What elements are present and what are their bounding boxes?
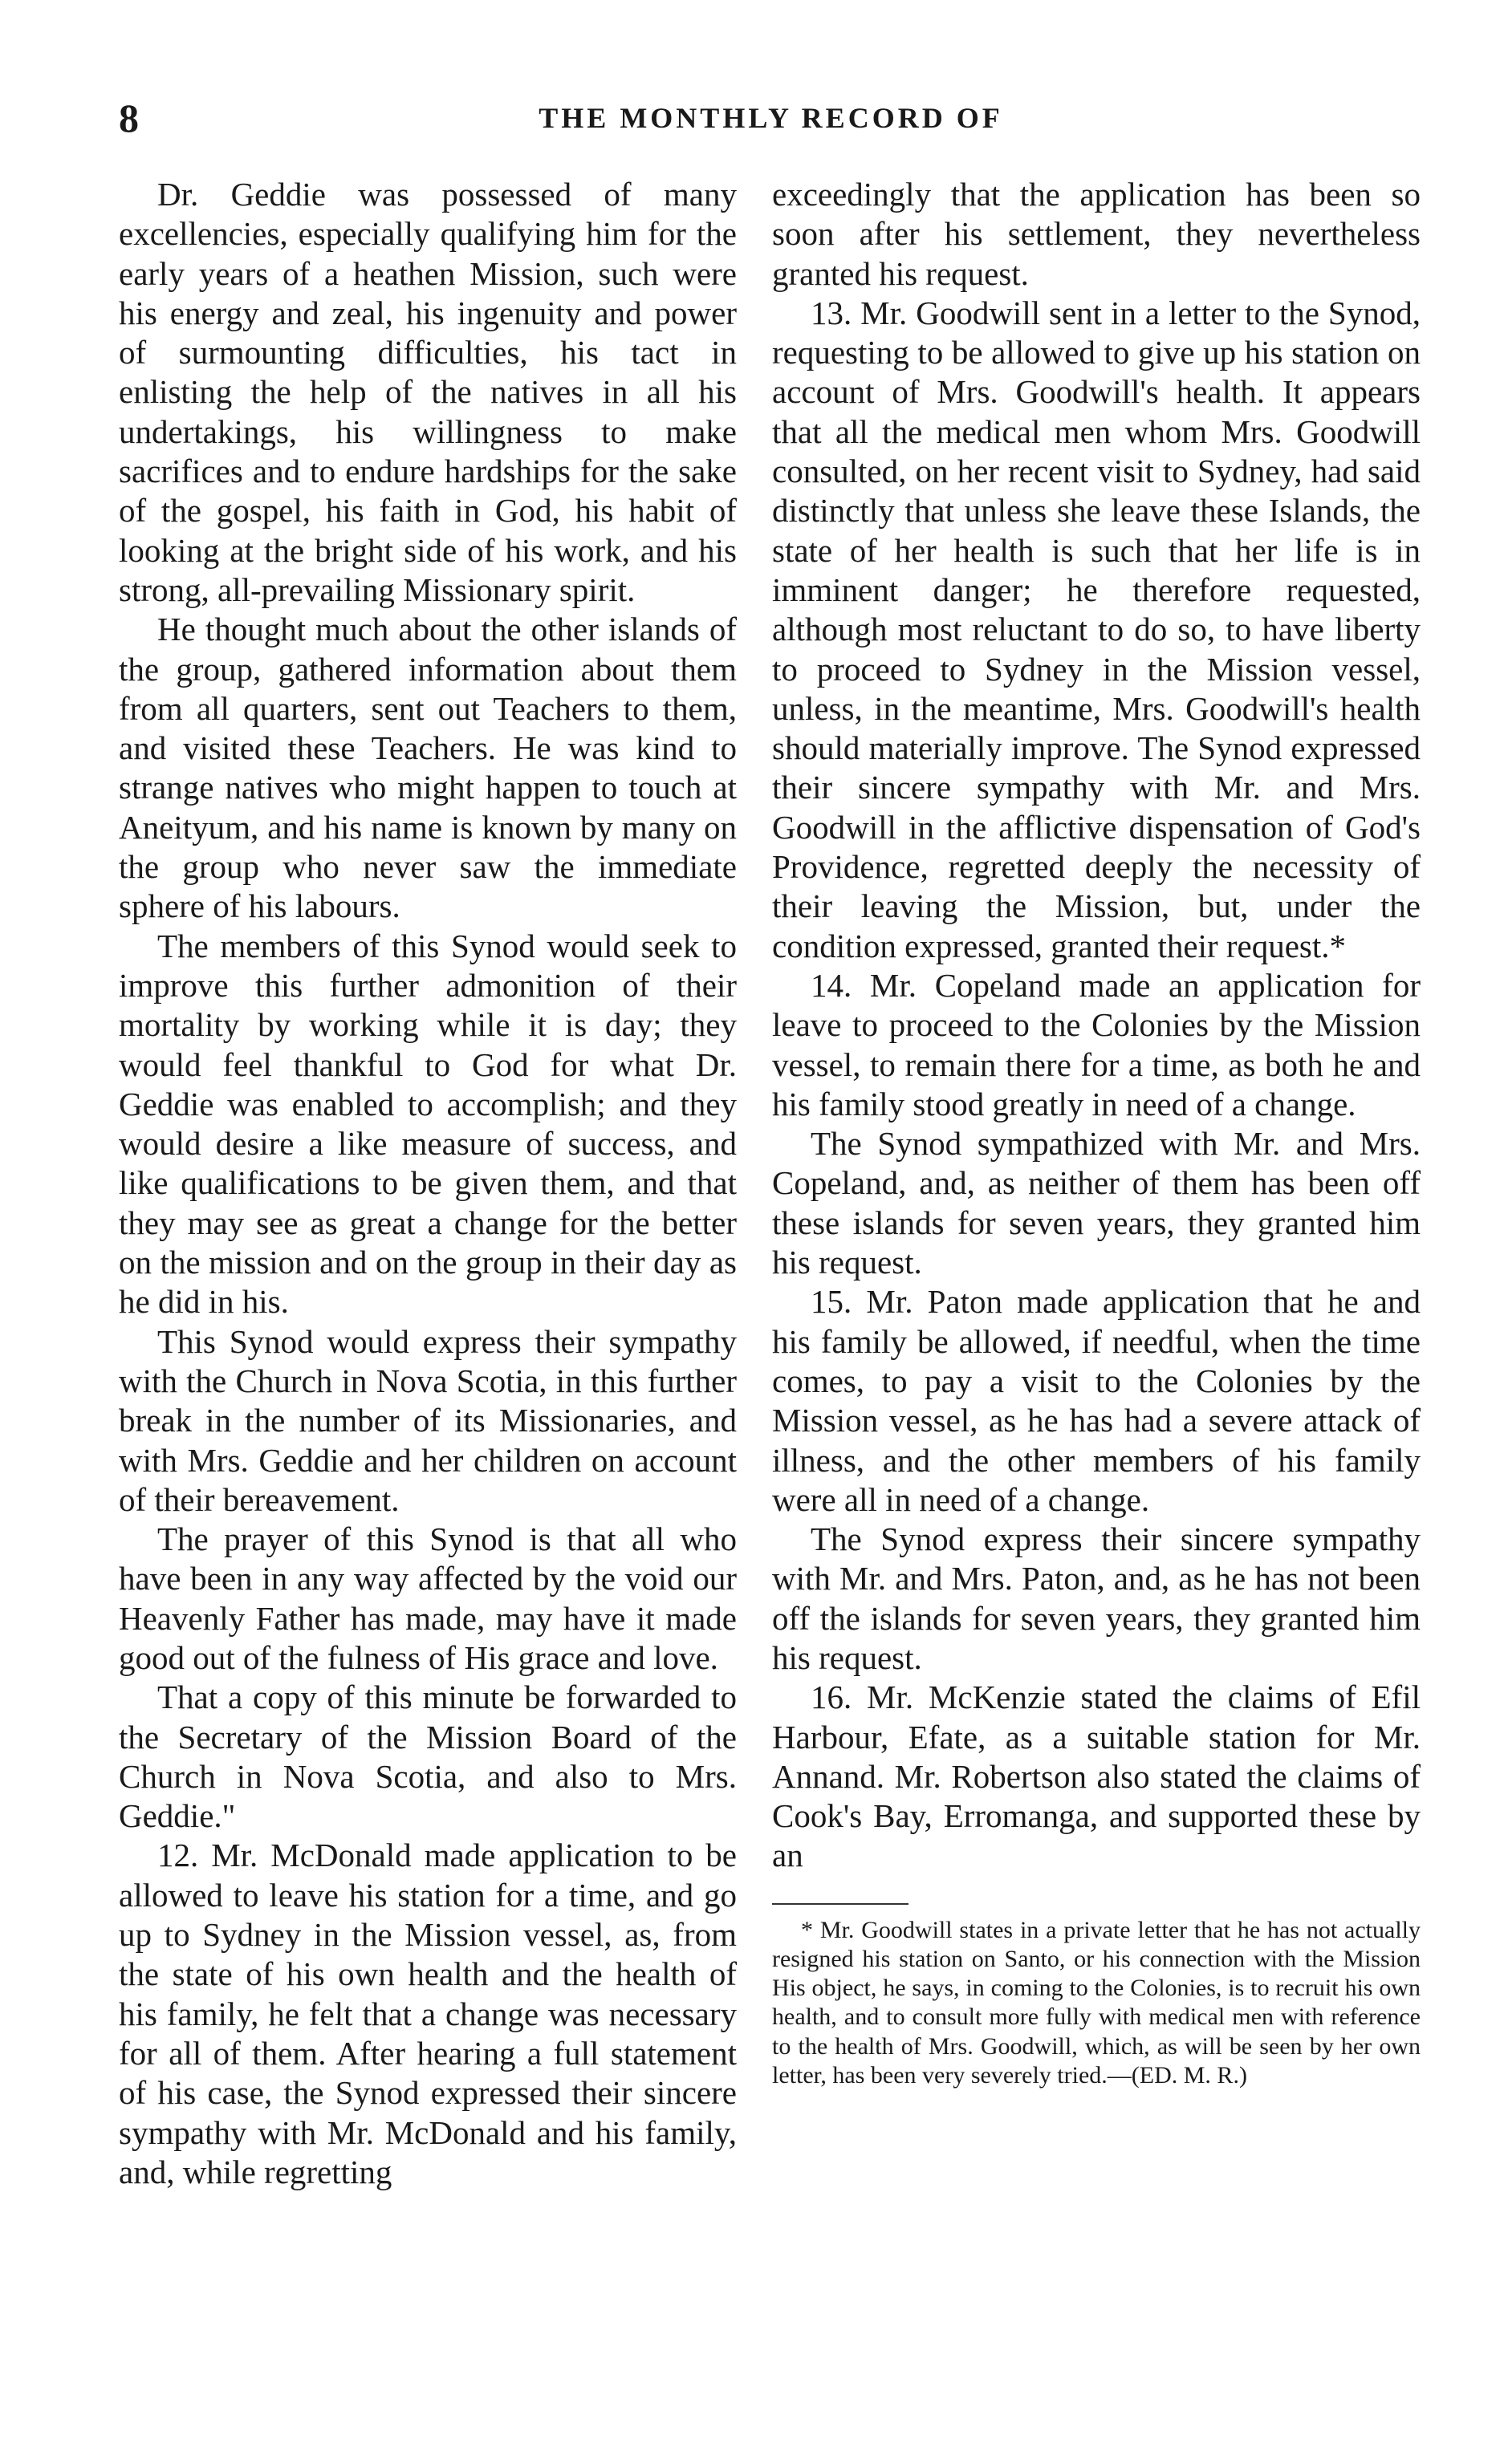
left-column <box>119 175 737 2192</box>
paragraph: 15. Mr. Paton made application that he and his family be allowed, if needful, when the time comes, to pay a visit to the Colonies by the Mission vessel, as he has had a severe attack of illness, and the other members of his family were all in need of a change. <box>772 1283 1421 1518</box>
paragraph: The Synod sympathized with Mr. and Mrs. Copeland, and, as neither of them has been off these islands for seven years, they granted him his request. <box>772 1125 1421 1281</box>
paragraph: exceedingly that the application has been so soon after his settlement, they nevertheless granted his request. <box>772 176 1421 292</box>
page-header <box>119 95 1423 143</box>
paragraph: The members of this Synod would seek to improve this further admonition of their mortality by working while it is day; they would feel thankful to God for what Dr. Geddie was enabled to accomplish; and they would desire a like measure of success, and like qualifications to be given them, and that they may see as great a change for the better on the mission and on the group in their day as he did in his. <box>119 927 737 1321</box>
paragraph: 13. Mr. Goodwill sent in a letter to the Synod, requesting to be allowed to give up his station on account of Mrs. Goodwill's health. It appears that all the medical men whom Mrs. Goodwill consulted, on her recent visit to Sydney, had said distinctly that unless she leave these Islands, the state of her health is such that her life is in imminent danger; he therefore requested, although most reluctant to do so, to have liberty to proceed to Sydney in the Mission vessel, unless, in the meantime, Mrs. Goodwill's health should materially improve. The Synod expressed their sincere sympathy with Mr. and Mrs. Goodwill in the afflictive dispensation of God's Providence, regretted deeply the necessity of their leaving the Mission, but, under the condition expressed, granted their request.* <box>772 294 1421 964</box>
paragraph: 12. Mr. McDonald made application to be allowed to leave his station for a time, and go up to Sydney in the Mission vessel, as, from the state of his own health and the health of his family, he felt that a change was necessary for all of them. After hearing a full statement of his case, the Synod expressed their sincere sympathy with Mr. McDonald and his family, and, while regretting <box>119 1837 737 2190</box>
paragraph: 14. Mr. Copeland made an application for leave to proceed to the Colonies by the Mission vessel, to remain there for a time, as both he and his family stood greatly in need of a change. <box>772 966 1421 1122</box>
running-title: THE MONTHLY RECORD OF <box>539 102 1003 134</box>
paragraph: 16. Mr. McKenzie stated the claims of Efil Harbour, Efate, as a suitable station for Mr. Annand. Mr. Robertson also stated the claims of Cook's Bay, Erromanga, and supported these by an <box>772 1679 1421 1874</box>
footnote <box>772 1916 1421 2090</box>
paragraph: Dr. Geddie was possessed of many excellencies, especially qualifying him for the early years of a heathen Mission, such were his energy and zeal, his ingenuity and power of surmounting difficulties, his tact in enlisting the help of the natives in all his undertakings, his willingness to make sacrifices and to endure hardships for the sake of the gospel, his faith in God, his habit of looking at the bright side of his work, and his strong, all-prevailing Missionary spirit. <box>119 176 737 608</box>
paragraph: He thought much about the other islands of the group, gathered information about them from all quarters, sent out Teachers to them, and visited these Teachers. He was kind to strange natives who might happen to touch at Aneityum, and his name is known by many on the group who never saw the immediate sphere of his labours. <box>119 611 737 925</box>
paragraph: The Synod express their sincere sympathy with Mr. and Mrs. Paton, and, as he has not been off the islands for seven years, they granted him his request. <box>772 1520 1421 1676</box>
footnote-rule <box>772 1903 908 1905</box>
paragraph: This Synod would express their sympathy with the Church in Nova Scotia, in this further break in the number of its Missionaries, and with Mrs. Geddie and her children on account of their bereavement. <box>119 1322 737 1518</box>
footnote-text: * Mr. Goodwill states in a private letter that he has not actually resigned his station on Santo, or his connection with the Mission His object, he says, in coming to the Colonies, is to recruit his own health, and to consult more fully with medical men with reference to the health of Mrs. Goodwill, which, as will be seen by her own letter, has been very severely tried.—(ED. M. R.) <box>772 1916 1421 2089</box>
paragraph: That a copy of this minute be forwarded to the Secretary of the Mission Board of the Church in Nova Scotia, and also to Mrs. Geddie." <box>119 1679 737 1835</box>
paragraph: The prayer of this Synod is that all who have been in any way affected by the void our Heavenly Father has made, may have it made good out of the fulness of His grace and love. <box>119 1520 737 1676</box>
page-number: 8 <box>119 95 139 140</box>
right-column <box>772 175 1421 2090</box>
